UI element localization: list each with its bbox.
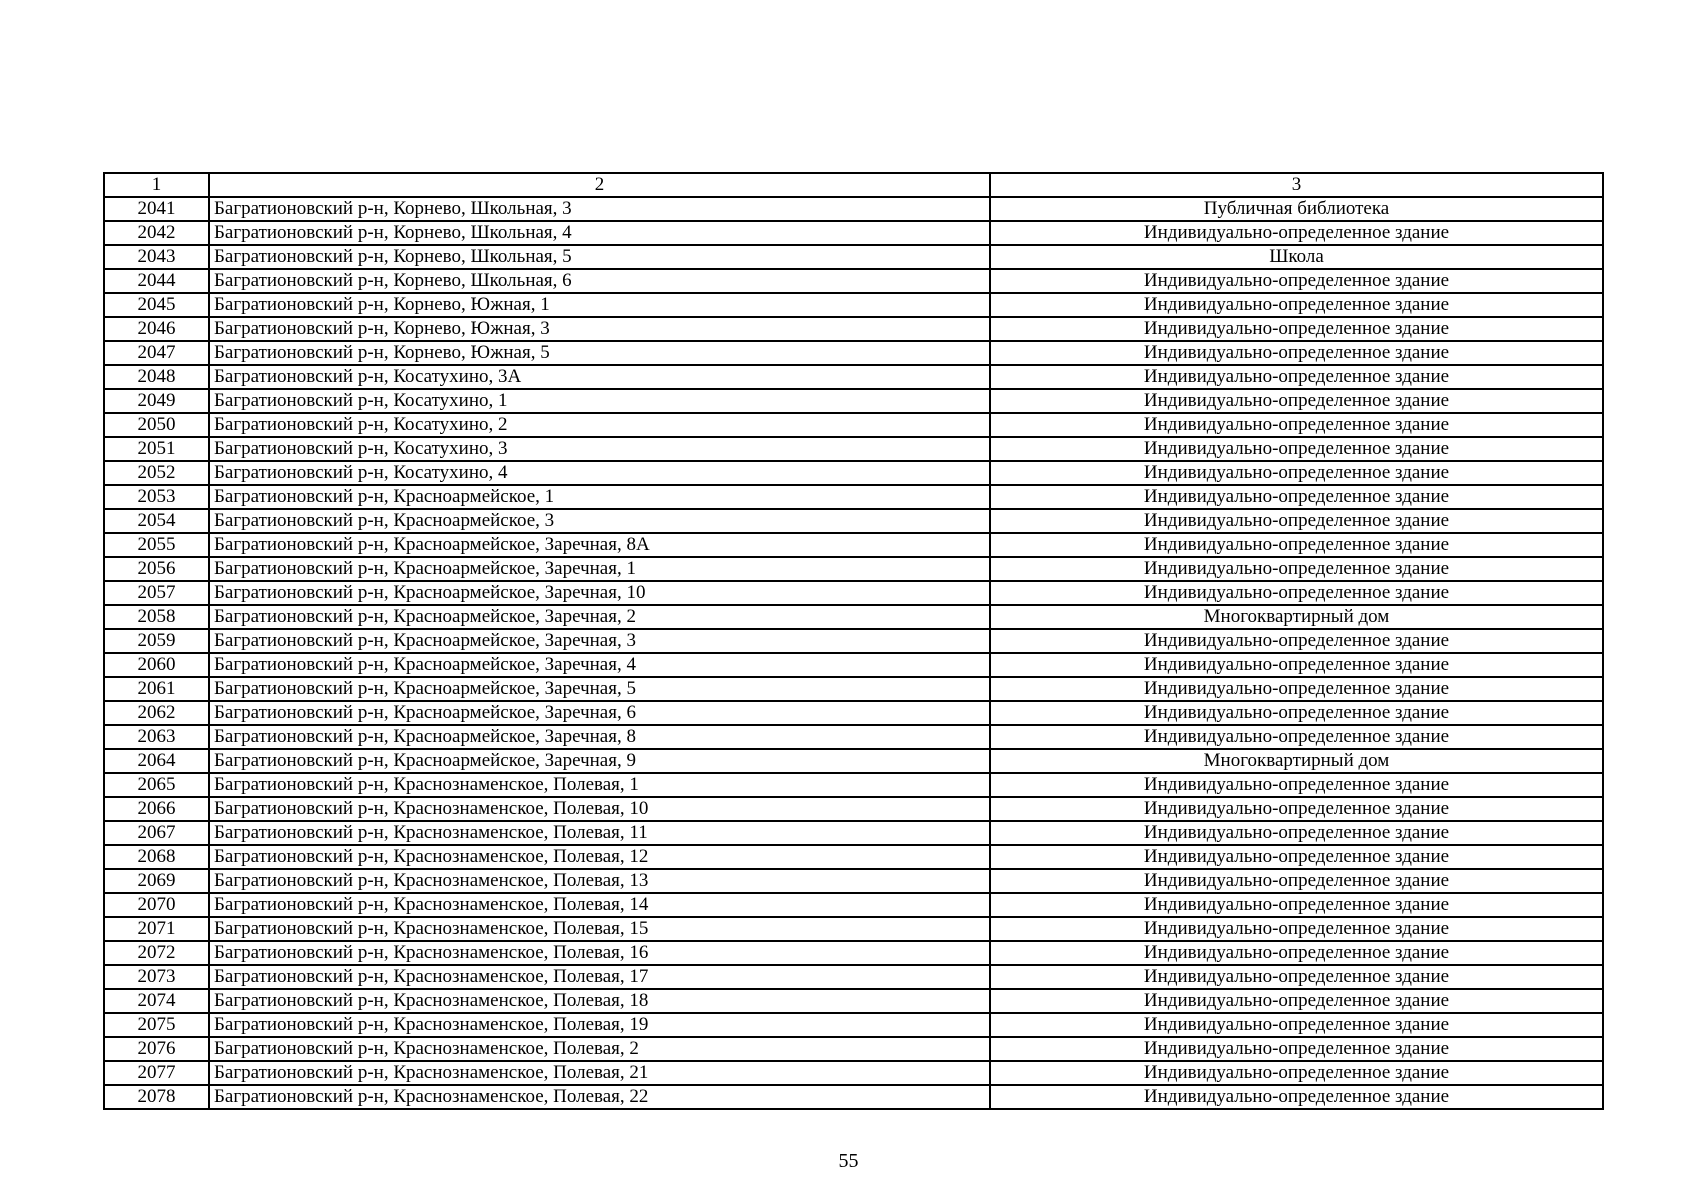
row-number-cell: 2041 [104,197,209,221]
address-cell: Багратионовский р-н, Корнево, Южная, 3 [209,317,990,341]
row-number-cell: 2064 [104,749,209,773]
building-type-cell: Индивидуально-определенное здание [990,845,1603,869]
building-type-cell: Индивидуально-определенное здание [990,965,1603,989]
row-number-cell: 2049 [104,389,209,413]
building-type-cell: Индивидуально-определенное здание [990,941,1603,965]
address-cell: Багратионовский р-н, Корнево, Школьная, 6 [209,269,990,293]
building-type-cell: Индивидуально-определенное здание [990,989,1603,1013]
row-number-cell: 2051 [104,437,209,461]
address-cell: Багратионовский р-н, Красноармейское, Заречная, 1 [209,557,990,581]
building-type-cell: Индивидуально-определенное здание [990,437,1603,461]
address-cell: Багратионовский р-н, Косатухино, 3А [209,365,990,389]
row-number-cell: 2044 [104,269,209,293]
building-type-cell: Школа [990,245,1603,269]
building-type-cell: Индивидуально-определенное здание [990,677,1603,701]
row-number-cell: 2072 [104,941,209,965]
row-number-cell: 2053 [104,485,209,509]
address-cell: Багратионовский р-н, Корнево, Школьная, 5 [209,245,990,269]
address-cell: Багратионовский р-н, Красноармейское, Заречная, 8А [209,533,990,557]
row-number-cell: 2055 [104,533,209,557]
row-number-cell: 2077 [104,1061,209,1085]
table-row [104,965,1603,989]
table-row [104,893,1603,917]
building-type-cell: Индивидуально-определенное здание [990,797,1603,821]
address-cell: Багратионовский р-н, Корнево, Школьная, 4 [209,221,990,245]
row-number-cell: 2067 [104,821,209,845]
table-row [104,509,1603,533]
row-number-cell: 2054 [104,509,209,533]
table-row [104,1013,1603,1037]
building-type-cell: Индивидуально-определенное здание [990,365,1603,389]
address-cell: Багратионовский р-н, Краснознаменское, Полевая, 19 [209,1013,990,1037]
address-cell: Багратионовский р-н, Корнево, Южная, 1 [209,293,990,317]
address-cell: Багратионовский р-н, Красноармейское, Заречная, 9 [209,749,990,773]
building-type-cell: Индивидуально-определенное здание [990,629,1603,653]
address-cell: Багратионовский р-н, Краснознаменское, Полевая, 1 [209,773,990,797]
address-cell: Багратионовский р-н, Краснознаменское, Полевая, 12 [209,845,990,869]
address-cell: Багратионовский р-н, Косатухино, 3 [209,437,990,461]
row-number-cell: 2070 [104,893,209,917]
table-row [104,917,1603,941]
row-number-cell: 2063 [104,725,209,749]
table-row [104,605,1603,629]
row-number-cell: 2061 [104,677,209,701]
address-cell: Багратионовский р-н, Краснознаменское, Полевая, 18 [209,989,990,1013]
row-number-cell: 2043 [104,245,209,269]
building-type-cell: Индивидуально-определенное здание [990,581,1603,605]
building-type-cell: Индивидуально-определенное здание [990,269,1603,293]
row-number-cell: 2078 [104,1085,209,1109]
address-cell: Багратионовский р-н, Краснознаменское, Полевая, 2 [209,1037,990,1061]
address-cell: Багратионовский р-н, Краснознаменское, Полевая, 15 [209,917,990,941]
table-row [104,485,1603,509]
building-type-cell: Индивидуально-определенное здание [990,461,1603,485]
table-row [104,293,1603,317]
table-row [104,413,1603,437]
building-type-cell: Индивидуально-определенное здание [990,317,1603,341]
table-row [104,1061,1603,1085]
table-row [104,629,1603,653]
row-number-cell: 2056 [104,557,209,581]
address-cell: Багратионовский р-н, Красноармейское, Заречная, 10 [209,581,990,605]
building-type-cell: Индивидуально-определенное здание [990,389,1603,413]
row-number-cell: 2048 [104,365,209,389]
table-row [104,1037,1603,1061]
row-number-cell: 2042 [104,221,209,245]
address-cell: Багратионовский р-н, Косатухино, 4 [209,461,990,485]
table-row [104,749,1603,773]
row-number-cell: 2066 [104,797,209,821]
row-number-cell: 2060 [104,653,209,677]
row-number-cell: 2047 [104,341,209,365]
address-cell: Багратионовский р-н, Краснознаменское, Полевая, 13 [209,869,990,893]
building-type-cell: Индивидуально-определенное здание [990,1061,1603,1085]
row-number-cell: 2073 [104,965,209,989]
building-type-cell: Индивидуально-определенное здание [990,557,1603,581]
building-type-cell: Индивидуально-определенное здание [990,869,1603,893]
row-number-cell: 2045 [104,293,209,317]
address-cell: Багратионовский р-н, Краснознаменское, Полевая, 11 [209,821,990,845]
building-type-cell: Индивидуально-определенное здание [990,653,1603,677]
table-row [104,773,1603,797]
building-type-cell: Индивидуально-определенное здание [990,1013,1603,1037]
address-cell: Багратионовский р-н, Красноармейское, Заречная, 4 [209,653,990,677]
building-type-cell: Индивидуально-определенное здание [990,1085,1603,1109]
table-row [104,869,1603,893]
table-row [104,461,1603,485]
table-row [104,725,1603,749]
building-type-cell: Индивидуально-определенное здание [990,533,1603,557]
header-col-2: 2 [209,173,990,197]
table-row [104,317,1603,341]
building-type-cell: Индивидуально-определенное здание [990,821,1603,845]
table-row [104,941,1603,965]
address-cell: Багратионовский р-н, Краснознаменское, Полевая, 10 [209,797,990,821]
page-number: 55 [838,1150,859,1172]
row-number-cell: 2062 [104,701,209,725]
address-cell: Багратионовский р-н, Красноармейское, Заречная, 3 [209,629,990,653]
row-number-cell: 2076 [104,1037,209,1061]
address-cell: Багратионовский р-н, Красноармейское, 3 [209,509,990,533]
building-type-cell: Индивидуально-определенное здание [990,341,1603,365]
row-number-cell: 2068 [104,845,209,869]
building-type-cell: Индивидуально-определенное здание [990,485,1603,509]
table-row [104,845,1603,869]
table-row [104,221,1603,245]
table-row [104,581,1603,605]
building-type-cell: Индивидуально-определенное здание [990,293,1603,317]
table-row [104,821,1603,845]
table-row [104,989,1603,1013]
header-col-1: 1 [104,173,209,197]
address-cell: Багратионовский р-н, Краснознаменское, Полевая, 17 [209,965,990,989]
row-number-cell: 2075 [104,1013,209,1037]
address-cell: Багратионовский р-н, Краснознаменское, Полевая, 21 [209,1061,990,1085]
address-cell: Багратионовский р-н, Краснознаменское, Полевая, 16 [209,941,990,965]
building-type-cell: Многоквартирный дом [990,605,1603,629]
building-type-cell: Индивидуально-определенное здание [990,509,1603,533]
building-type-cell: Индивидуально-определенное здание [990,413,1603,437]
row-number-cell: 2074 [104,989,209,1013]
table-row [104,245,1603,269]
address-cell: Багратионовский р-н, Красноармейское, Заречная, 2 [209,605,990,629]
building-type-cell: Индивидуально-определенное здание [990,773,1603,797]
address-cell: Багратионовский р-н, Краснознаменское, Полевая, 22 [209,1085,990,1109]
table-row [104,677,1603,701]
row-number-cell: 2046 [104,317,209,341]
building-type-cell: Индивидуально-определенное здание [990,1037,1603,1061]
address-cell: Багратионовский р-н, Красноармейское, 1 [209,485,990,509]
table-row [104,1085,1603,1109]
row-number-cell: 2069 [104,869,209,893]
table-row [104,701,1603,725]
address-cell: Багратионовский р-н, Корнево, Южная, 5 [209,341,990,365]
table-row [104,797,1603,821]
address-cell: Багратионовский р-н, Краснознаменское, Полевая, 14 [209,893,990,917]
property-registry-table [103,172,1604,1110]
table-row [104,557,1603,581]
building-type-cell: Многоквартирный дом [990,749,1603,773]
address-cell: Багратионовский р-н, Красноармейское, Заречная, 8 [209,725,990,749]
table-row [104,197,1603,221]
row-number-cell: 2052 [104,461,209,485]
row-number-cell: 2050 [104,413,209,437]
building-type-cell: Индивидуально-определенное здание [990,221,1603,245]
table-row [104,365,1603,389]
table-row [104,269,1603,293]
address-cell: Багратионовский р-н, Косатухино, 2 [209,413,990,437]
header-col-3: 3 [990,173,1603,197]
table-row [104,533,1603,557]
table-row [104,653,1603,677]
table-header-row [104,173,1603,197]
address-cell: Багратионовский р-н, Косатухино, 1 [209,389,990,413]
row-number-cell: 2058 [104,605,209,629]
row-number-cell: 2057 [104,581,209,605]
address-cell: Багратионовский р-н, Корнево, Школьная, 3 [209,197,990,221]
building-type-cell: Индивидуально-определенное здание [990,893,1603,917]
building-type-cell: Индивидуально-определенное здание [990,701,1603,725]
building-type-cell: Публичная библиотека [990,197,1603,221]
table-row [104,341,1603,365]
table-row [104,437,1603,461]
building-type-cell: Индивидуально-определенное здание [990,725,1603,749]
address-cell: Багратионовский р-н, Красноармейское, Заречная, 6 [209,701,990,725]
row-number-cell: 2065 [104,773,209,797]
table-row [104,389,1603,413]
row-number-cell: 2071 [104,917,209,941]
building-type-cell: Индивидуально-определенное здание [990,917,1603,941]
row-number-cell: 2059 [104,629,209,653]
address-cell: Багратионовский р-н, Красноармейское, Заречная, 5 [209,677,990,701]
